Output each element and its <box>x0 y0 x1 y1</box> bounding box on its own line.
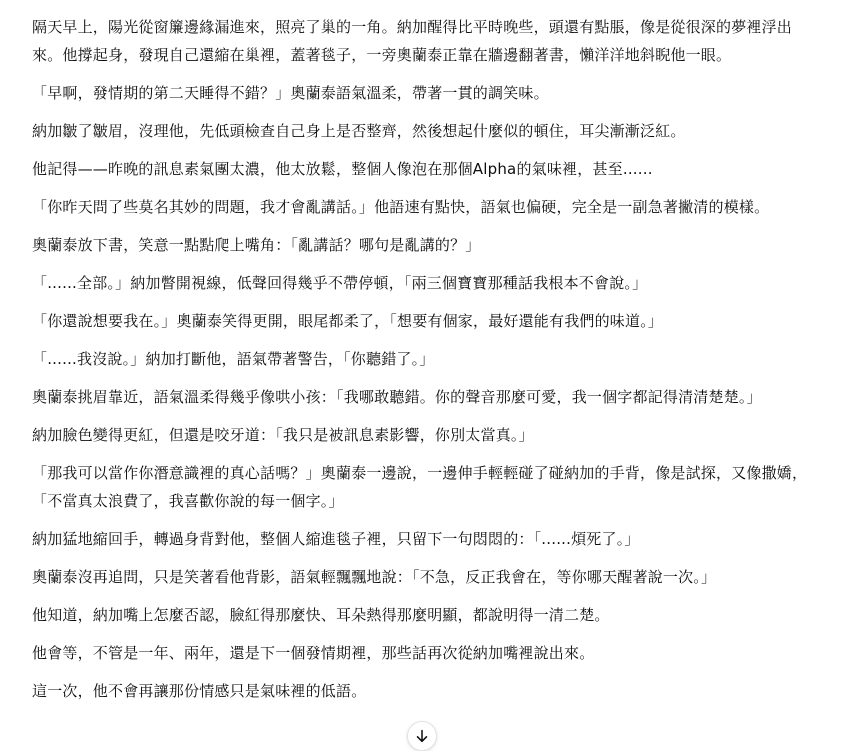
paragraph-14: 奧蘭泰沒再追問，只是笑著看他背影，語氣輕飄飄地說：「不急，反正我會在，等你哪天醒著說一次。」 <box>32 568 717 586</box>
paragraph-3: 納加皺了皺眉，沒理他，先低頭檢查自己身上是否整齊，然後想起什麼似的頓住，耳尖漸漸泛紅。 <box>32 122 686 140</box>
paragraph-11: 納加臉色變得更紅，但還是咬牙道：「我只是被訊息素影響，你別太當真。」 <box>32 426 534 444</box>
paragraph-4: 他記得——昨晚的訊息素氣團太濃，他太放鬆，整個人像泡在那個Alpha的氣味裡，甚至...... <box>32 160 653 178</box>
paragraph-5: 「你昨天問了些莫名其妙的問題，我才會亂講話。」他語速有點快，語氣也偏硬，完全是一副急著撇清的模樣。 <box>32 198 770 216</box>
paragraph-6: 奧蘭泰放下書，笑意一點點爬上嘴角：「亂講話？哪句是亂講的？」 <box>32 236 481 254</box>
paragraph-15: 他知道，納加嘴上怎麼否認，臉紅得那麼快、耳朵熱得那麼明顯，都說明得一清二楚。 <box>32 606 610 624</box>
scroll-to-bottom-button[interactable] <box>407 721 437 751</box>
paragraph-17: 這一次，他不會再讓那份情感只是氣味裡的低語。 <box>32 682 367 700</box>
paragraph-10: 奧蘭泰挑眉靠近，語氣溫柔得幾乎像哄小孩：「我哪敢聽錯。你的聲音那麼可愛，我一個字都記得清清楚楚。」 <box>32 388 762 406</box>
paragraph-1: 隔天早上，陽光從窗簾邊緣漏進來，照亮了巢的一角。納加醒得比平時晚些，頭還有點脹，像是從很深的夢裡浮出來。他撐起身，發現自己還縮在巢裡，蓋著毯子，一旁奧蘭泰正靠在牆邊翻著書，懶洋洋地斜睨他一眼。 <box>32 18 793 64</box>
paragraph-16: 他會等，不管是一年、兩年，還是下一個發情期裡，那些話再次從納加嘴裡說出來。 <box>32 644 595 662</box>
arrow-down-icon <box>415 729 429 743</box>
paragraph-8: 「你還說想要我在。」奧蘭泰笑得更開，眼尾都柔了，「想要有個家，最好還能有我們的味道。」 <box>32 312 664 330</box>
paragraph-13: 納加猛地縮回手，轉過身背對他，整個人縮進毯子裡，只留下一句悶悶的：「......煩死了。」 <box>32 530 640 548</box>
paragraph-9: 「......我沒說。」納加打斷他，語氣帶著警告，「你聽錯了。」 <box>32 350 435 368</box>
paragraph-7: 「......全部。」納加瞥開視線，低聲回得幾乎不帶停頓，「兩三個寶寶那種話我根本不會說。」 <box>32 274 648 292</box>
paragraph-2: 「早啊，發情期的第二天睡得不錯？」奧蘭泰語氣溫柔，帶著一貫的調笑味。 <box>32 84 549 102</box>
document-body <box>32 13 808 715</box>
paragraph-12: 「那我可以當作你潛意識裡的真心話嗎？」奧蘭泰一邊說，一邊伸手輕輕碰了碰納加的手背，像是試探，又像撒嬌，「不當真太浪費了，我喜歡你說的每一個字。」 <box>32 464 808 510</box>
